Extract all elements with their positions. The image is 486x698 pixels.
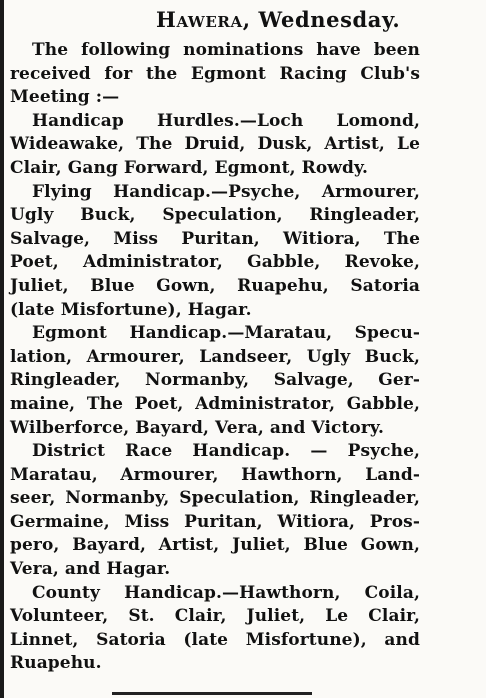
article-line: Handicap Hurdles.—Loch Lomond, — [32, 110, 420, 131]
article-line: Meeting :— — [10, 87, 120, 108]
end-rule — [112, 692, 312, 695]
dateline-day: , Wednesday. — [242, 7, 401, 32]
column-rule — [0, 0, 4, 698]
article-line: Egmont Handicap.—Maratau, Specu- — [32, 323, 420, 344]
dateline-place: Hawera — [156, 7, 243, 32]
article-line: Linnet, Satoria (late Misfortune), and — [10, 629, 420, 650]
article-line: pero, Bayard, Artist, Juliet, Blue Gown, — [10, 535, 420, 556]
article-line: Ringleader, Normanby, Salvage, Ger- — [10, 370, 420, 391]
article-line: Volunteer, St. Clair, Juliet, Le Clair, — [10, 606, 420, 627]
article-line: received for the Egmont Racing Club's — [10, 63, 420, 84]
article-line: Vera, and Hagar. — [10, 559, 171, 580]
article-line: Flying Handicap.—Psyche, Armourer, — [32, 181, 420, 202]
article-line: Maratau, Armourer, Hawthorn, Land- — [10, 464, 420, 485]
article-line: Wideawake, The Druid, Dusk, Artist, Le — [10, 134, 420, 155]
article-line: Salvage, Miss Puritan, Witiora, The — [10, 228, 420, 249]
article-line: seer, Normanby, Speculation, Ringleader, — [10, 488, 420, 509]
article-line: (late Misfortune), Hagar. — [10, 299, 252, 320]
article-line: Germaine, Miss Puritan, Witiora, Pros- — [10, 511, 420, 532]
dateline — [156, 5, 416, 35]
article-line: Poet, Administrator, Gabble, Revoke, — [10, 252, 420, 273]
article-body — [10, 39, 420, 676]
article-line: Ruapehu. — [10, 653, 102, 674]
article-line: maine, The Poet, Administrator, Gabble, — [10, 393, 420, 414]
article-line: County Handicap.—Hawthorn, Coila, — [32, 582, 420, 603]
article-line: District Race Handicap. — Psyche, — [32, 441, 420, 462]
article-line: The following nominations have been — [32, 40, 420, 60]
article-line: Clair, Gang Forward, Egmont, Rowdy. — [10, 157, 369, 178]
article-line: Wilberforce, Bayard, Vera, and Victory. — [10, 417, 384, 438]
article-line: lation, Armourer, Landseer, Ugly Buck, — [10, 346, 420, 367]
article-line: Juliet, Blue Gown, Ruapehu, Satoria — [10, 275, 420, 296]
article-line: Ugly Buck, Speculation, Ringleader, — [10, 205, 420, 226]
